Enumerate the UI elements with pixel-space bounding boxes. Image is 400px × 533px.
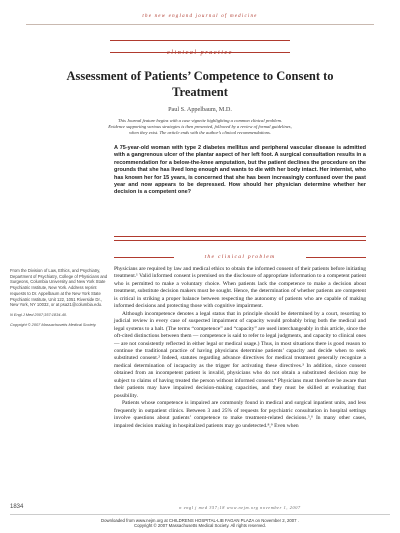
- body-paragraph: Although incompetence denotes a legal status that in principle should be determined by a court, resorting to judicial review in every case of suspected impairment of capacity would probably bring both the medical and legal systems to a halt. (The terms “competence” and “capacity” are used interchangeably in this article, since the oft-cited distinctions between them — competence is said to refer to legal judgments, and capacity to clinical ones — are not consistently reflected in either legal or medical usage.) Thus, in most situations there is good reason to continue the traditional practice of having physicians determine patients’ capacity and decide when to seek substituted consent.² Indeed, statutes regarding advance directives for medical treatment generally recognize a medical determination of incapacity as the trigger for activating these directives.³ In addition, since consent obtained from an incompetent patient is invalid, physicians who do not obtain a substituted decision may be subject to claims of having treated the person without informed consent.⁴ Physicians must therefore be aware that their patients may have impaired decision-making capacities, and they must be skilled at evaluating that possibility.: [114, 310, 366, 399]
- vignette-divider: [114, 240, 366, 241]
- issue-footer: n engl j med 357;18 www.nejm.org november 1, 2007: [179, 505, 301, 510]
- article-title: Assessment of Patients’ Competence to Consent to Treatment: [66, 69, 334, 99]
- feature-note: [60, 118, 340, 137]
- body-paragraph: Physicians are required by law and medical ethics to obtain the informed consent of their patients before initiating treatment.¹ Valid informed consent is premised on the disclosure of appropriate information to a competent patient who is permitted to make a voluntary choice. When patients lack the competence to make a decision about treatment, substitute decision makers must be sought. Hence, the determination of whether patients are competent is critical in striking a proper balance between respecting the autonomy of patients who are capable of making informed decisions and protecting those with cognitive impairment.: [114, 266, 366, 310]
- subhead-rule-right: [306, 257, 366, 258]
- journal-header: the new england journal of medicine: [142, 14, 258, 19]
- footer-divider: [10, 514, 390, 515]
- download-line: Copyright © 2007 Massachusetts Medical Society. All rights reserved.: [133, 523, 267, 529]
- author-byline: Paul S. Appelbaum, M.D.: [168, 106, 232, 113]
- citation: N Engl J Med 2007;357:1834-40.: [10, 311, 68, 317]
- copyright-notice: Copyright © 2007 Massachusetts Medical Society.: [10, 321, 97, 327]
- author-info-sidebar: [10, 268, 108, 331]
- section-label: [110, 40, 290, 56]
- download-line: Downloaded from www.nejm.org at CHILDRENS HOSPITAL-LIB FAGAN PLAZA on November 2, 2007 .: [101, 518, 299, 523]
- feature-note-line: Evidence supporting various strategies is then presented, followed by a review of formal guidelines,: [108, 124, 292, 130]
- feature-note-line: when they exist. The article ends with the author’s clinical recommendations.: [129, 130, 271, 136]
- subsection-heading: the clinical problem: [204, 254, 276, 260]
- feature-note-line: This Journal feature begins with a case vignette highlighting a common clinical problem.: [117, 118, 283, 123]
- affiliation-text: From the Division of Law, Ethics, and Psychiatry, Department of Psychiatry, College of Physicians and Surgeons, Columbia University and New York State Psychiatric Institute, New York. Address reprint requests to Dr. Appelbaum at the New York State Psychiatric Institute, Unit 122, 1051 Riverside Dr., New York, NY 10032, or at psa21@columbia.edu.: [10, 268, 108, 308]
- page-number: 1834: [10, 504, 24, 510]
- header-divider: [26, 24, 374, 25]
- case-vignette: A 75-year-old woman with type 2 diabetes mellitus and peripheral vascular disease is admitted with a gangrenous ulcer of the plantar aspect of her left foot. A surgical consultation results in a recommendation for a below-the-knee amputation, but the patient declines the procedure on the grounds that she has lived long enough and wants to die with her body intact. Her internist, who has known her for 15 years, is concerned that she has been increasingly confused over the past year and now appears to be depressed. How should her physician determine whether her decision is a competent one?: [114, 145, 366, 196]
- section-label-text: clinical practice: [167, 49, 233, 56]
- download-notice: [0, 518, 400, 529]
- body-paragraph: Patients whose competence is impaired are commonly found in medical and surgical inpatient units, and less frequently in outpatient clinics. Between 3 and 25% of requests for psychiatric consultation in hospital settings involve questions about patients’ competence to make treatment-related decisions.⁵,⁶ In many other cases, impaired decision making in hospitalized patients may go undetected.⁸,⁹ Even when: [114, 400, 366, 429]
- vignette-divider: [114, 236, 366, 237]
- article-body: [114, 266, 366, 430]
